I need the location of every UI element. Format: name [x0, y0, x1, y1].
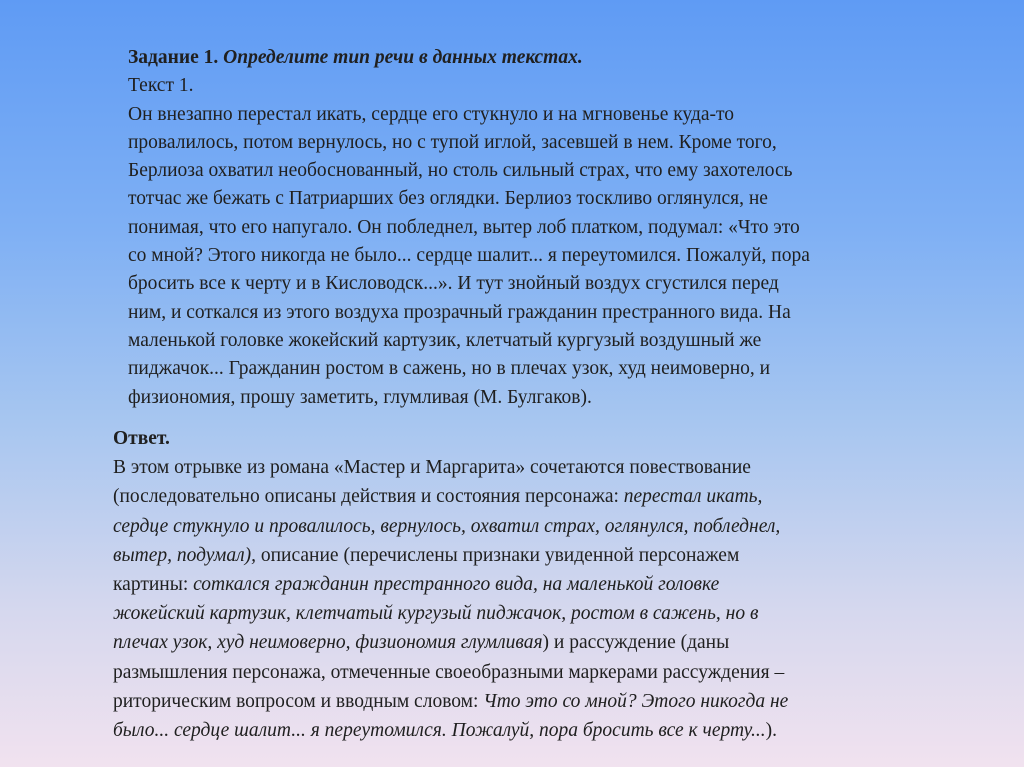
- answer-text: риторическим вопросом и вводным словом:: [113, 690, 484, 712]
- answer-line: [113, 453, 923, 482]
- answer-quote: перестал икать,: [623, 486, 763, 508]
- passage-line: Берлиоза охватил необоснованный, но столь сильный страх, что ему захотелось: [128, 160, 793, 182]
- answer-text: ) и рассуждение (даны: [542, 632, 730, 654]
- answer-text: ).: [765, 720, 778, 742]
- passage-line: пиджачок... Гражданин ростом в сажень, но в плечах узок, худ неимоверно, и: [128, 358, 771, 380]
- answer-line: [113, 599, 923, 628]
- passage-line: со мной? Этого никогда не было... сердце шалит... я переутомился. Пожалуй, пора: [128, 245, 810, 267]
- answer-text: описание (перечислены признаки увиденной персонажем: [256, 544, 740, 566]
- answer-quote: Что это со мной? Этого никогда не: [483, 690, 789, 712]
- task-block: [128, 44, 918, 412]
- passage-line: провалилось, потом вернулось, но с тупой иглой, засевшей в нем. Кроме того,: [128, 131, 777, 153]
- answer-quote: соткался гражданин престранного вида, на маленькой головке: [193, 574, 720, 596]
- answer-quote: плечах узок, худ неимоверно, физиономия глумливая: [113, 632, 543, 654]
- answer-heading: [113, 424, 923, 453]
- passage-line: бросить все к черту и в Кисловодск...». И тут знойный воздух сгустился перед: [128, 273, 779, 295]
- answer-line: [113, 687, 923, 716]
- passage-line: ним, и соткался из этого воздуха прозрачный гражданин престранного вида. На: [128, 301, 791, 323]
- passage-line: физиономия, прошу заметить, глумливая (М. Булгаков).: [128, 386, 592, 408]
- answer-line: [113, 716, 923, 745]
- answer-quote: было... сердце шалит... я переутомился. Пожалуй, пора бросить все к черту...: [113, 720, 766, 742]
- text-label: Текст 1.: [128, 75, 194, 97]
- answer-block: [113, 424, 923, 745]
- answer-line: [113, 512, 923, 541]
- answer-text: (последовательно описаны действия и состояния персонажа:: [113, 486, 624, 508]
- passage-line: Он внезапно перестал икать, сердце его стукнуло и на мгновенье куда-то: [128, 103, 735, 125]
- passage-line: понимая, что его напугало. Он побледнел, вытер лоб платком, подумал: «Что это: [128, 216, 800, 238]
- task-heading-instruction: Определите тип речи в данных текстах.: [223, 47, 583, 68]
- answer-quote: сердце стукнуло и провалилось, вернулось, охватил страх, оглянулся, побледнел,: [113, 515, 781, 537]
- task-heading-number: Задание 1.: [128, 47, 224, 68]
- answer-line: [113, 658, 923, 687]
- answer-heading-text: Ответ.: [113, 428, 170, 449]
- answer-text: В этом отрывке из романа «Мастер и Маргарита» сочетаются повествование: [113, 457, 751, 479]
- answer-text: картины:: [113, 574, 194, 596]
- answer-line: [113, 628, 923, 657]
- passage-line: маленькой головке жокейский картузик, клетчатый кургузый воздушный же: [128, 329, 762, 351]
- passage-line: тотчас же бежать с Патриарших без оглядки. Берлиоз тоскливо оглянулся, не: [128, 188, 768, 210]
- answer-line: [113, 482, 923, 511]
- task-heading: [128, 44, 918, 72]
- passage: [128, 101, 918, 412]
- answer-body: [113, 453, 923, 745]
- answer-quote: жокейский картузик, клетчатый кургузый пиджачок, ростом в сажень, но в: [113, 603, 759, 625]
- answer-line: [113, 570, 923, 599]
- answer-quote: вытер, подумал),: [113, 544, 256, 566]
- answer-text: размышления персонажа, отмеченные своеобразными маркерами рассуждения –: [113, 661, 785, 683]
- answer-line: [113, 541, 923, 570]
